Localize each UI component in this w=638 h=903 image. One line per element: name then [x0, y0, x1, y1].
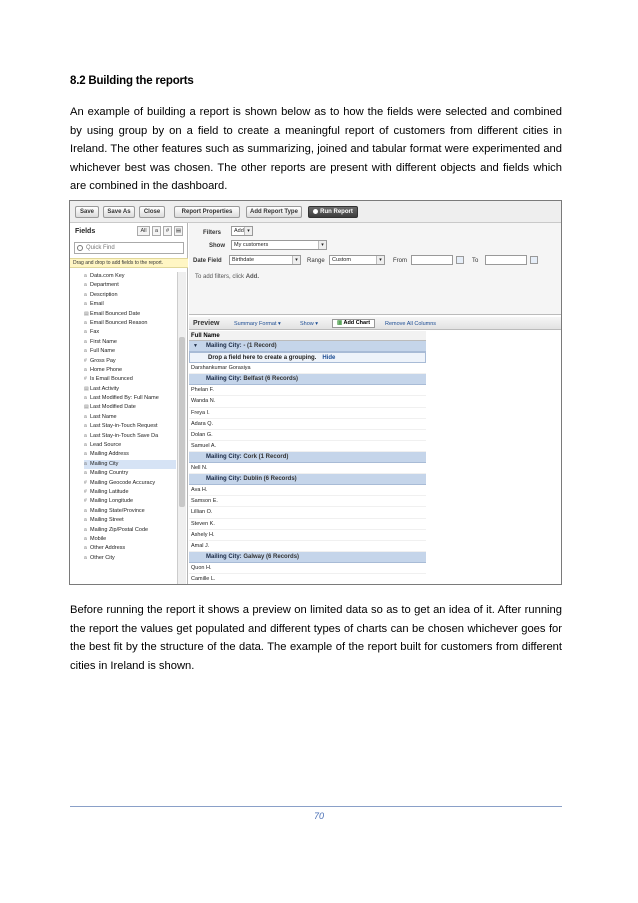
- filters-hint-text: To add filters, click: [195, 274, 246, 280]
- show-menu-label: Show: [300, 321, 314, 327]
- date-type-icon[interactable]: ▤: [175, 228, 182, 234]
- field-item-label: Last Name: [90, 413, 117, 420]
- field-type-icon: a: [84, 470, 87, 477]
- group-label: Mailing City:: [206, 453, 242, 460]
- field-item[interactable]: [84, 450, 176, 459]
- field-item[interactable]: [84, 338, 176, 347]
- field-item[interactable]: [84, 460, 176, 469]
- table-row: Ava H.: [189, 485, 426, 496]
- group-header-row: [189, 341, 426, 352]
- add-report-type-button[interactable]: Add Report Type: [246, 206, 302, 218]
- filters-hint: [195, 274, 259, 280]
- from-date-input[interactable]: [411, 255, 453, 265]
- summary-format-label: Summary Format: [234, 321, 277, 327]
- table-row: Dolan G.: [189, 430, 426, 441]
- group-value: Belfast (6 Records): [243, 376, 299, 383]
- table-row: Quon H.: [189, 563, 426, 574]
- run-report-button[interactable]: [308, 206, 358, 218]
- field-item[interactable]: [84, 507, 176, 516]
- field-item[interactable]: [84, 432, 176, 441]
- field-type-icon: a: [84, 319, 87, 326]
- field-item-label: Fax: [90, 329, 100, 336]
- field-type-icon: a: [84, 451, 87, 458]
- field-item-label: Is Email Bounced: [90, 376, 133, 383]
- range-select[interactable]: [329, 255, 385, 265]
- add-filter-dropdown[interactable]: [231, 226, 253, 236]
- table-row: Ashely H.: [189, 530, 426, 541]
- range-value: Custom: [332, 257, 351, 263]
- field-type-icon: a: [84, 301, 87, 308]
- table-row: Nell N.: [189, 463, 426, 474]
- field-type-icon: a: [84, 432, 87, 439]
- field-item[interactable]: [84, 291, 176, 300]
- preview-table: [189, 331, 426, 585]
- add-chart-label: Add Chart: [343, 320, 371, 326]
- field-item-label: Last Modified By: Full Name: [90, 395, 159, 402]
- text-type-icon[interactable]: a: [152, 226, 161, 236]
- field-item[interactable]: [84, 544, 176, 553]
- group-label: Mailing City:: [206, 553, 242, 560]
- to-date-input[interactable]: [485, 255, 527, 265]
- field-item[interactable]: [84, 319, 176, 328]
- field-type-icon: a: [84, 517, 87, 524]
- chevron-down-icon: ▾: [376, 256, 384, 264]
- field-item-label: Mailing Street: [90, 517, 124, 524]
- chevron-down-icon: ▾: [318, 241, 326, 249]
- date-field-value: Birthdate: [232, 257, 255, 263]
- from-label: From: [393, 258, 407, 264]
- field-item-label: Last Stay-in-Touch Save Da: [90, 432, 159, 439]
- field-type-icon: #: [84, 488, 87, 495]
- report-properties-button[interactable]: Report Properties: [174, 206, 240, 218]
- field-item[interactable]: [84, 385, 176, 394]
- field-type-icon: a: [84, 545, 87, 552]
- field-item[interactable]: [84, 357, 176, 366]
- field-item[interactable]: [84, 479, 176, 488]
- group-value: Dublin (6 Records): [243, 476, 297, 483]
- field-item-label: Full Name: [90, 348, 116, 355]
- group-label: Mailing City:: [206, 343, 242, 349]
- report-editor: [189, 223, 562, 585]
- report-toolbar: [70, 201, 561, 223]
- field-item-label: Mailing State/Province: [90, 507, 145, 514]
- collapse-icon[interactable]: ▼: [193, 343, 198, 349]
- field-item-label: Mailing Country: [90, 470, 129, 477]
- field-type-icon: a: [84, 395, 87, 402]
- calendar-icon[interactable]: [456, 256, 464, 264]
- field-type-icon: a: [84, 507, 87, 514]
- intro-paragraph: An example of building a report is shown below as to how the fields were selected and combined by using group by on a field to create a meaningful report of customers from different cities in Ireland. The other features such as summarizing, joined and tabular format were experimented and whichever best was chosen. The other reports are present with different objects and fields which are combined in the dashboard.: [70, 106, 562, 193]
- field-item[interactable]: [84, 497, 176, 506]
- group-value: - (1 Record): [243, 343, 277, 349]
- field-item[interactable]: [84, 328, 176, 337]
- show-menu[interactable]: Show ▾: [300, 321, 319, 327]
- chevron-down-icon: ▾: [244, 227, 252, 235]
- field-item[interactable]: [84, 394, 176, 403]
- field-item[interactable]: [84, 300, 176, 309]
- summary-format-menu[interactable]: Summary Format ▾: [234, 321, 281, 327]
- group-label: Mailing City:: [206, 476, 242, 483]
- field-item-label: Description: [90, 291, 118, 298]
- field-type-icon: a: [84, 338, 87, 345]
- save-as-button[interactable]: Save As: [103, 206, 135, 218]
- save-button[interactable]: Save: [75, 206, 99, 218]
- field-item[interactable]: [84, 375, 176, 384]
- field-type-icon: a: [84, 442, 87, 449]
- table-row: Samson E.: [189, 496, 426, 507]
- add-filter-label: Add: [234, 228, 244, 234]
- column-header-full-name[interactable]: Full Name: [189, 331, 426, 341]
- close-button[interactable]: Close: [139, 206, 165, 218]
- run-icon: [313, 209, 318, 214]
- run-report-label: Run Report: [320, 209, 353, 215]
- group-value: Galway (6 Records): [243, 553, 300, 560]
- page-number: 70: [313, 811, 324, 821]
- field-type-icon: a: [84, 460, 87, 467]
- field-item-label: Gross Pay: [90, 357, 116, 364]
- date-field-label: Date Field: [193, 258, 222, 264]
- section-heading: 8.2 Building the reports: [70, 75, 194, 87]
- field-item-label: Email: [90, 301, 104, 308]
- field-item-label: Mailing Latitude: [90, 488, 129, 495]
- report-builder-screenshot: [69, 200, 562, 585]
- field-type-icon: a: [84, 329, 87, 336]
- field-list: [84, 272, 176, 563]
- field-item[interactable]: [84, 272, 176, 281]
- chart-icon: ▥: [336, 320, 343, 326]
- field-type-icon: a: [84, 348, 87, 355]
- field-item-label: Mailing Longitude: [90, 498, 134, 505]
- group-value: Cork (1 Record): [243, 453, 289, 460]
- hide-link[interactable]: Hide: [322, 355, 336, 362]
- field-item-label: Email Bounced Date: [90, 310, 141, 317]
- field-type-icon: a: [84, 535, 87, 542]
- drop-grouping-zone: [189, 352, 426, 363]
- show-select[interactable]: [231, 240, 327, 250]
- field-item[interactable]: [84, 366, 176, 375]
- fields-panel: [70, 223, 188, 585]
- field-type-icon: a: [84, 273, 87, 279]
- field-item-label: Data.com Key: [90, 273, 125, 279]
- field-item[interactable]: [84, 422, 176, 431]
- table-row: Adara Q.: [189, 419, 426, 430]
- field-type-icon: ▤: [84, 404, 89, 411]
- field-type-icon: a: [84, 282, 87, 289]
- field-item[interactable]: [84, 526, 176, 535]
- field-item[interactable]: [84, 281, 176, 290]
- table-row: Wanda N.: [189, 396, 426, 407]
- field-item-label: Other City: [90, 554, 115, 561]
- table-row: Amal J.: [189, 541, 426, 552]
- group-header-row: [189, 452, 426, 463]
- field-type-icon: #: [84, 376, 87, 383]
- group-header-row: [189, 474, 426, 485]
- field-item-label: Department: [90, 282, 119, 289]
- field-type-icon: #: [84, 479, 87, 486]
- preview-title: Preview: [193, 320, 220, 327]
- field-item-label: Other Address: [90, 545, 126, 552]
- field-item-label: Home Phone: [90, 366, 123, 373]
- scrollbar-thumb[interactable]: [179, 337, 185, 507]
- field-item-label: First Name: [90, 338, 117, 345]
- table-row: Phelan F.: [189, 385, 426, 396]
- date-field-select[interactable]: [229, 255, 301, 265]
- field-item-label: Mailing City: [90, 460, 119, 467]
- to-label: To: [472, 258, 479, 264]
- field-type-icon: a: [84, 554, 87, 561]
- field-type-icon: a: [84, 526, 87, 533]
- chevron-down-icon: ▾: [292, 256, 300, 264]
- number-type-icon[interactable]: #: [163, 226, 172, 236]
- field-item[interactable]: [84, 554, 176, 563]
- field-item[interactable]: [84, 347, 176, 356]
- fields-title: Fields: [75, 228, 96, 235]
- field-item[interactable]: [84, 516, 176, 525]
- field-type-icon: #: [84, 357, 87, 364]
- field-item-label: Lead Source: [90, 442, 122, 449]
- footer-rule: [70, 806, 562, 807]
- field-type-icon: a: [84, 413, 87, 420]
- group-label: Mailing City:: [206, 376, 242, 383]
- field-item-label: Mailing Geocode Accuracy: [90, 479, 156, 486]
- calendar-icon[interactable]: [530, 256, 538, 264]
- field-type-icon: a: [84, 423, 87, 430]
- table-row: Camille L.: [189, 574, 426, 585]
- quick-find-placeholder: Quick Find: [86, 245, 115, 251]
- remove-all-columns-link[interactable]: Remove All Columns: [385, 321, 437, 327]
- field-item-label: Email Bounced Reason: [90, 319, 148, 326]
- field-item-label: Last Activity: [90, 385, 120, 392]
- group-header-row: [189, 552, 426, 563]
- field-item[interactable]: [84, 310, 176, 319]
- drag-hint: Drag and drop to add fields to the report.: [70, 258, 188, 268]
- field-item[interactable]: [84, 488, 176, 497]
- quick-find-input[interactable]: [74, 242, 184, 254]
- field-item[interactable]: [84, 535, 176, 544]
- field-type-icon: ▤: [84, 310, 89, 317]
- table-row: Darshankumar Gorasiya: [189, 363, 426, 374]
- fields-all-toggle[interactable]: All: [137, 226, 150, 236]
- field-item[interactable]: [84, 413, 176, 422]
- preview-paragraph: Before running the report it shows a preview on limited data so as to get an idea of it. After running the report the values get populated and different types of charts can be chosen whichever goes for the best fit by the structure of the data. The example of the report built for customers from different cities in Ireland is shown.: [70, 604, 562, 672]
- field-type-icon: a: [84, 291, 87, 298]
- drop-zone-text: Drop a field here to create a grouping.: [208, 355, 317, 362]
- preview-empty-area: [426, 331, 562, 585]
- table-row: Freya I.: [189, 408, 426, 419]
- field-item-label: Mailing Zip/Postal Code: [90, 526, 149, 533]
- table-row: Lillian O.: [189, 507, 426, 518]
- range-label: Range: [307, 258, 325, 264]
- group-header-row: [189, 374, 426, 385]
- field-type-icon: a: [84, 366, 87, 373]
- table-row: Steven K.: [189, 519, 426, 530]
- field-item[interactable]: [84, 441, 176, 450]
- fields-scrollbar[interactable]: [177, 272, 186, 584]
- filters-area: [189, 223, 562, 315]
- field-item-label: Last Modified Date: [90, 404, 136, 411]
- field-type-icon: #: [84, 498, 87, 505]
- filters-label: Filters: [203, 230, 222, 236]
- field-item[interactable]: [84, 469, 176, 478]
- filters-hint-link[interactable]: Add.: [245, 274, 260, 280]
- field-type-icon: ▤: [84, 385, 89, 392]
- field-item-label: Mobile: [90, 535, 107, 542]
- table-row: Samuel A.: [189, 441, 426, 452]
- field-item-label: Last Stay-in-Touch Request: [90, 423, 158, 430]
- search-icon: [77, 245, 83, 251]
- show-value: My customers: [234, 242, 269, 248]
- add-chart-button[interactable]: [332, 319, 375, 328]
- field-item[interactable]: [84, 403, 176, 412]
- preview-bar: [189, 317, 562, 330]
- field-item-label: Mailing Address: [90, 451, 129, 458]
- show-label: Show: [209, 243, 225, 249]
